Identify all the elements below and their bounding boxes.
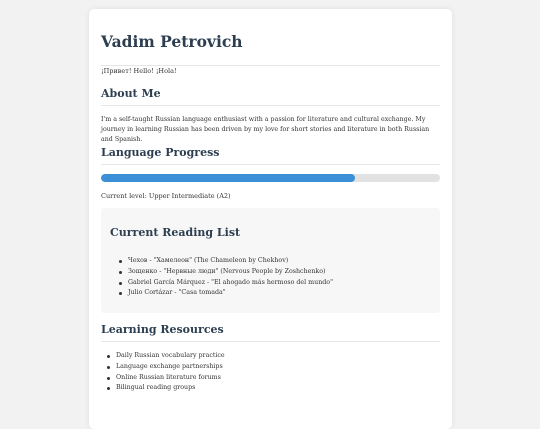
reading-list	[119, 256, 333, 299]
resources-list	[107, 351, 225, 394]
resources-divider	[101, 341, 440, 342]
progress-heading: Language Progress	[101, 146, 220, 159]
list-item: Daily Russian vocabulary practice	[107, 351, 225, 362]
list-item: Online Russian literature forums	[107, 373, 225, 384]
greeting-text: ¡Привет! Hello! ¡Hola!	[101, 67, 177, 75]
resources-heading: Learning Resources	[101, 323, 224, 336]
list-item: Зощенко - "Нервные люди" (Nervous People by Zoshchenko)	[119, 267, 333, 278]
progress-bar-fill	[101, 174, 355, 182]
about-divider	[101, 105, 440, 106]
current-level-text: Current level: Upper Intermediate (A2)	[101, 192, 231, 200]
about-heading: About Me	[101, 87, 161, 100]
reading-list-heading: Current Reading List	[110, 226, 241, 239]
title-divider	[101, 65, 440, 66]
profile-name: Vadim Petrovich	[101, 32, 243, 51]
list-item: Bilingual reading groups	[107, 383, 225, 394]
list-item: Gabriel García Márquez - "El ahogado más hermoso del mundo"	[119, 278, 333, 289]
reading-list-panel	[101, 208, 440, 313]
progress-bar	[101, 174, 440, 182]
progress-divider	[101, 164, 440, 165]
list-item: Чехов - "Хамелеон" (The Chameleon by Chekhov)	[119, 256, 333, 267]
list-item: Language exchange partnerships	[107, 362, 225, 373]
about-text: I'm a self-taught Russian language enthusiast with a passion for literature and cultural exchange. My journey in learning Russian has been driven by my love for short stories and literature in both Russian and Spanish.	[101, 116, 430, 143]
list-item: Julio Cortázar - "Casa tomada"	[119, 288, 333, 299]
profile-card	[89, 9, 452, 429]
